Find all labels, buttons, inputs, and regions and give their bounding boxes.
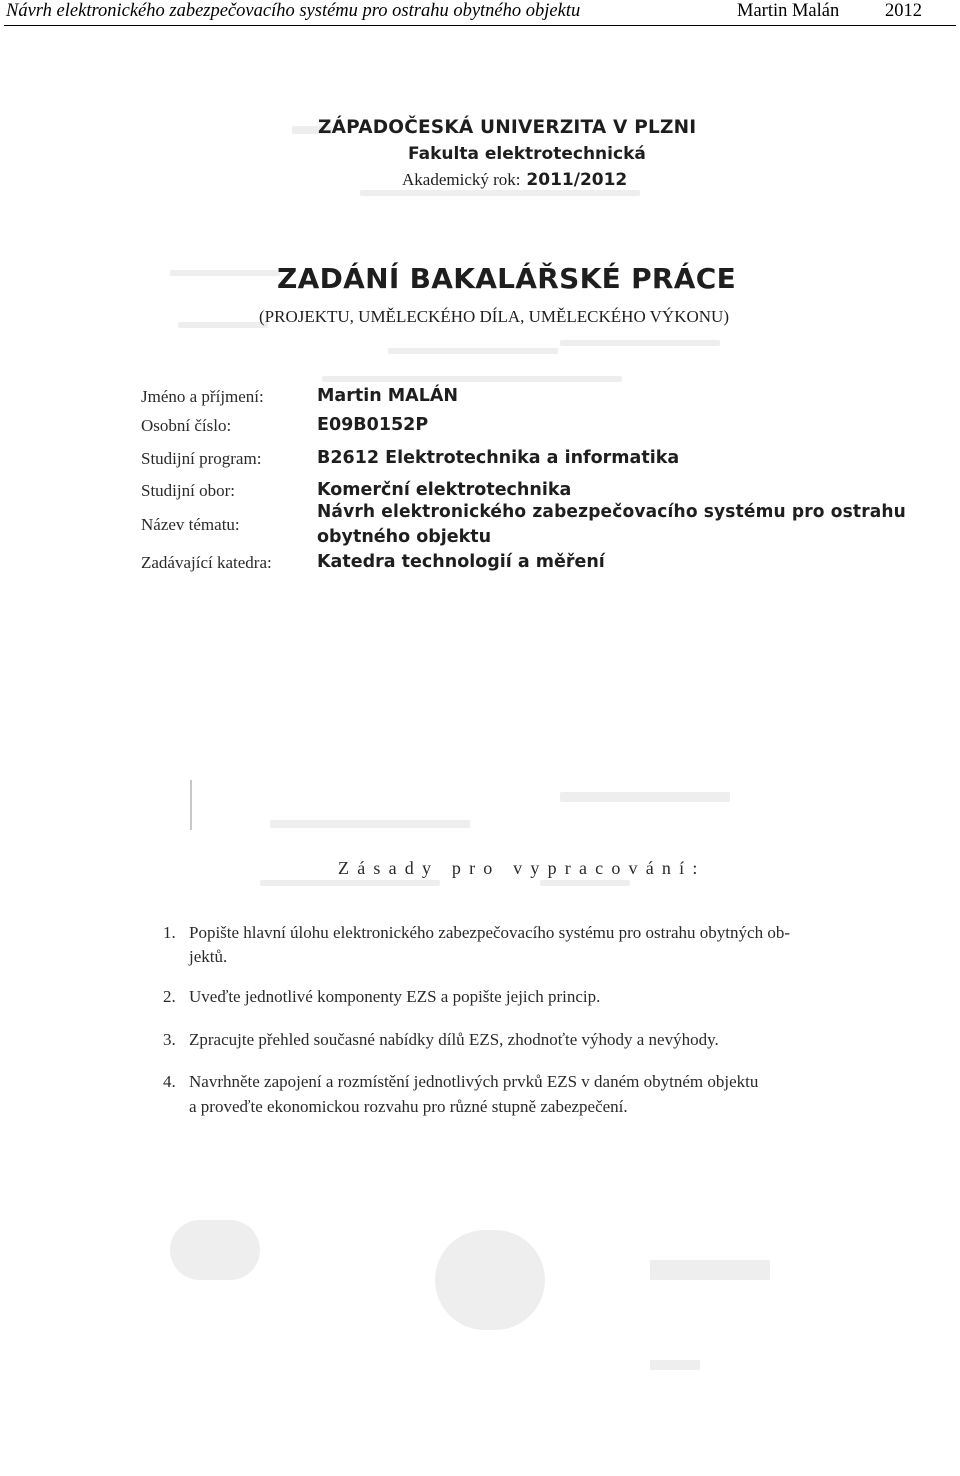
personal-number-label: Osobní číslo: [141,416,232,435]
bleed-through-mark [270,820,470,828]
bleed-through-mark [178,322,268,328]
bleed-through-mark [388,348,558,354]
name-label: Jméno a příjmení: [141,387,264,406]
bleed-through-mark [322,376,622,382]
name-value: Martin MALÁN [317,386,459,406]
document-subtitle: (PROJEKTU, UMĚLECKÉHO DÍLA, UMĚLECKÉHO VÝKONU) [259,307,729,326]
document-title: ZADÁNÍ BAKALÁŘSKÉ PRÁCE [277,262,737,295]
principle-number: 1. [163,923,176,942]
bleed-through-stamp [170,1220,260,1280]
topic-value-line2: obytného objektu [317,527,492,547]
principle-number: 2. [163,987,176,1006]
bleed-through-mark [260,880,440,886]
principle-text: jektů. [189,947,228,966]
topic-label: Název tématu: [141,515,240,534]
bleed-through-mark [560,792,730,802]
running-title: Návrh elektronického zabezpečovacího systému pro ostrahu obytného objektu [6,1,581,21]
department-label: Zadávající katedra: [141,553,272,572]
study-field-value: Komerční elektrotechnika [317,480,572,500]
bleed-through-mark [650,1360,700,1370]
running-author: Martin Malán [737,1,840,21]
faculty-name: Fakulta elektrotechnická [408,144,646,164]
principle-text: Uveďte jednotlivé komponenty EZS a popište jejich princip. [189,987,601,1006]
study-program-label: Studijní program: [141,449,262,468]
bleed-through-mark [650,1260,770,1280]
bleed-through-mark [360,190,640,196]
academic-year-value: 2011/2012 [526,170,628,190]
scanned-assignment-page [0,30,960,1476]
principle-number: 4. [163,1072,176,1091]
bleed-through-mark [540,880,630,886]
university-name: ZÁPADOČESKÁ UNIVERZITA V PLZNI [318,117,697,138]
bleed-through-seal [435,1230,545,1330]
principle-text: Popište hlavní úlohu elektronického zabezpečovacího systému pro ostrahu obytných ob- [189,923,790,942]
topic-value-line1: Návrh elektronického zabezpečovacího systému pro ostrahu [317,502,906,522]
principle-text: a proveďte ekonomickou rozvahu pro různé stupně zabezpečení. [189,1097,628,1116]
running-year: 2012 [885,1,922,21]
principles-heading: Zásady pro vypracování: [338,858,706,878]
department-value: Katedra technologií a měření [317,552,605,572]
bleed-through-mark [560,340,720,346]
study-program-value: B2612 Elektrotechnika a informatika [317,448,680,468]
academic-year-label: Akademický rok: [402,170,521,189]
bleed-through-mark [190,780,192,830]
personal-number-value: E09B0152P [317,415,429,435]
header-rule [4,25,956,26]
principle-text: Zpracujte přehled současné nabídky dílů EZS, zhodnoťte výhody a nevýhody. [189,1030,719,1049]
study-field-label: Studijní obor: [141,481,235,500]
academic-year [402,170,627,190]
bleed-through-mark [170,270,280,276]
principle-text: Navrhněte zapojení a rozmístění jednotlivých prvků EZS v daném obytném objektu [189,1072,759,1091]
page-header [0,0,960,26]
principle-number: 3. [163,1030,176,1049]
